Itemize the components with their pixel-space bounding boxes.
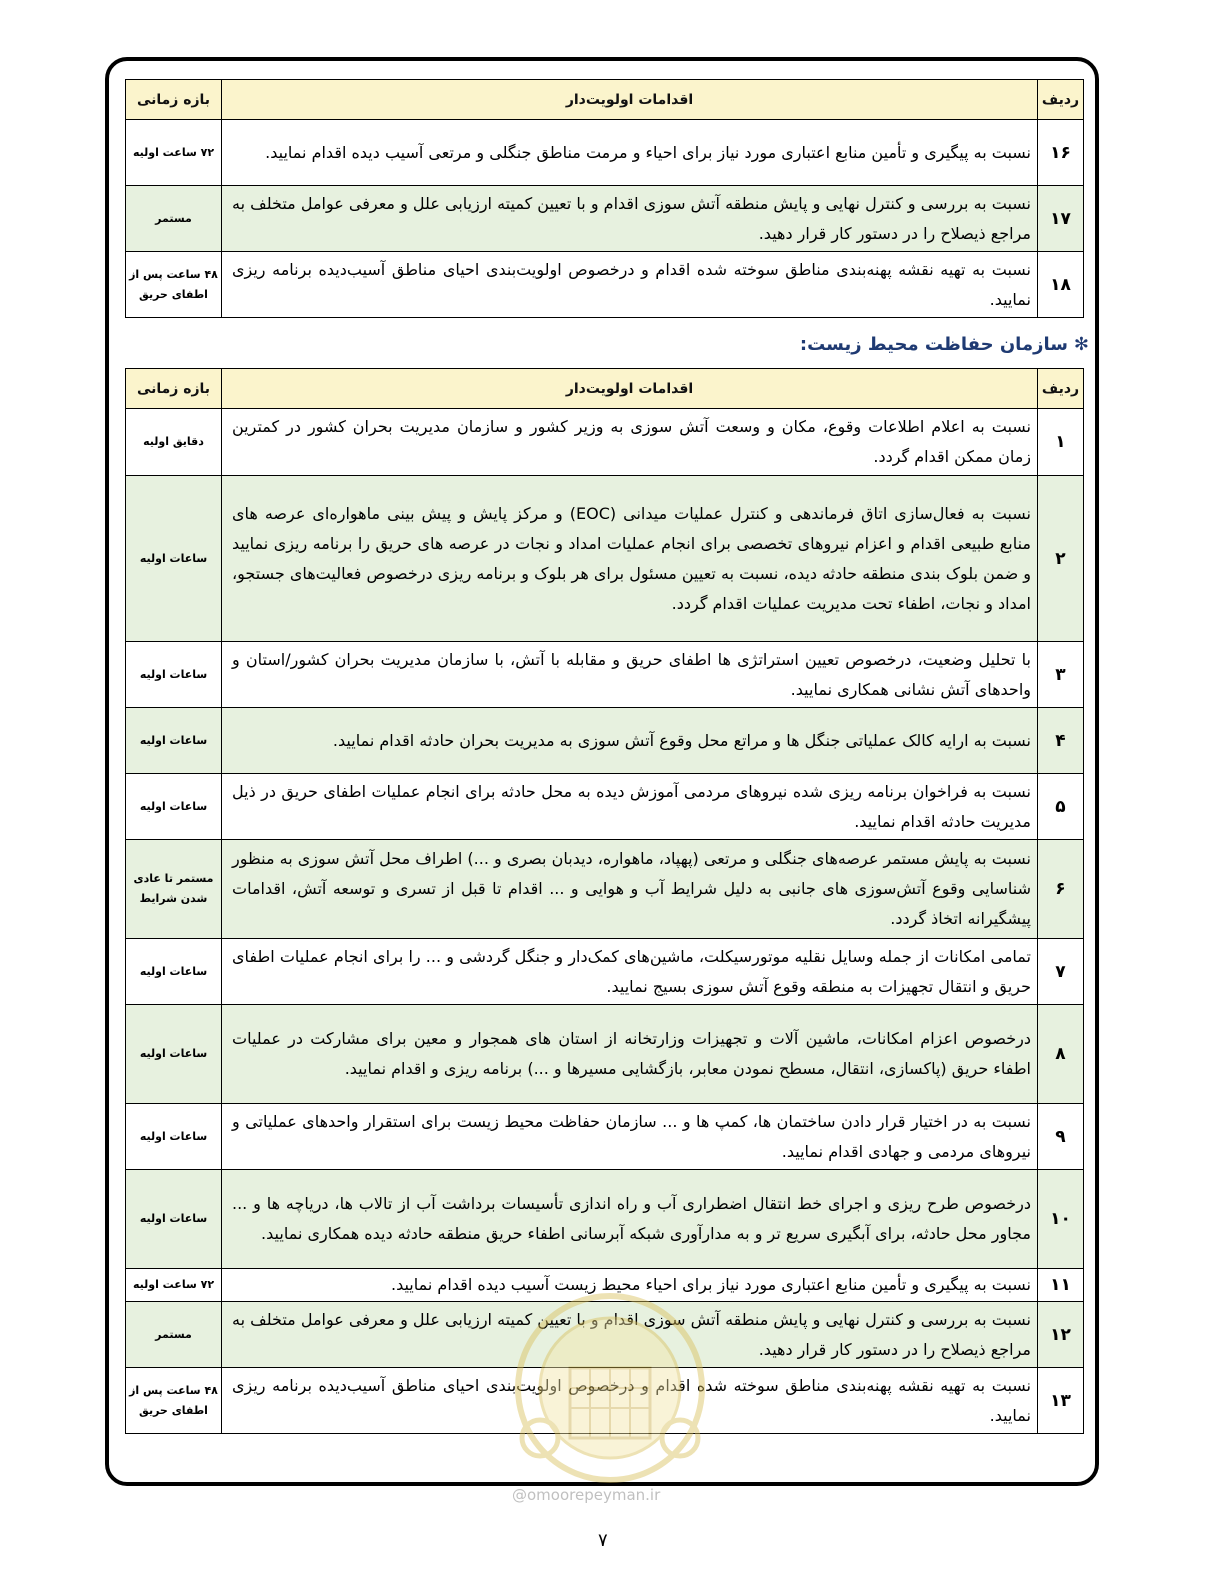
time-period: ساعات اولیه [126, 774, 222, 840]
time-period: مستمر [126, 186, 222, 252]
table-row [126, 1104, 1084, 1170]
header-action: اقدامات اولویت‌دار [222, 369, 1038, 409]
action-text: نسبت به پیگیری و تأمین منابع اعتباری مورد نیاز برای احیاء و مرمت مناطق جنگلی و مرتعی آسیب دیده اقدام نمایید. [222, 120, 1038, 186]
table-row [126, 1005, 1084, 1104]
table-row [126, 840, 1084, 939]
table-row [126, 708, 1084, 774]
section-title: سازمان حفاظت محیط زیست: [799, 334, 1068, 355]
action-text: نسبت به فراخوان برنامه ریزی شده نیروهای مردمی آموزش دیده به محل حادثه برای انجام عملیات اطفای حریق در ذیل مدیریت حادثه اقدام نمایید. [222, 774, 1038, 840]
row-number: ۲ [1038, 476, 1084, 642]
row-number: ۱۱ [1038, 1269, 1084, 1302]
table-row [126, 774, 1084, 840]
time-period: ساعات اولیه [126, 476, 222, 642]
table-row [126, 120, 1084, 186]
table-row [126, 1368, 1084, 1434]
action-text: درخصوص اعزام امکانات، ماشین آلات و تجهیزات وزارتخانه از استان های همجوار و معین برای مشارکت در عملیات اطفاء حریق (پاکسازی، انتقال، مسطح نمودن معابر، بازگشایی مسیرها و ...) برنامه ریزی و اقدام نمایید. [222, 1005, 1038, 1104]
time-period: ۴۸ ساعت پس از اطفای حریق [126, 1368, 222, 1434]
table-header [126, 369, 1084, 409]
action-text: درخصوص طرح ریزی و اجرای خط انتقال اضطراری آب و راه اندازی تأسیسات برداشت آب از تالاب ها، دریاچه ها و ... مجاور محل حادثه، برای آبگیری سریع تر و به مدارآوری شبکه آبرسانی اطفاء حریق منطقه حادثه دیده همکاری نمایید. [222, 1170, 1038, 1269]
header-row: ردیف [1038, 80, 1084, 120]
page-number: ۷ [598, 1530, 608, 1551]
row-number: ۱۳ [1038, 1368, 1084, 1434]
header-period: بازه زمانی [126, 369, 222, 409]
time-period: مستمر تا عادی شدن شرایط [126, 840, 222, 939]
action-text: نسبت به اعلام اطلاعات وقوع، مکان و وسعت آتش سوزی به وزیر کشور و سازمان مدیریت بحران کشور در کمترین زمان ممکن اقدام گردد. [222, 409, 1038, 476]
priority-table-1 [125, 79, 1084, 318]
row-number: ۱۰ [1038, 1170, 1084, 1269]
priority-table-2 [125, 368, 1084, 1434]
row-number: ۷ [1038, 939, 1084, 1005]
row-number: ۱۸ [1038, 252, 1084, 318]
action-text: نسبت به پایش مستمر عرصه‌های جنگلی و مرتعی (پهپاد، ماهواره، دیدبان بصری و ...) اطراف محل آتش سوزی به منظور شناسایی وقوع آتش‌سوزی های جانبی به دلیل شرایط آب و هوایی و ... اقدام تا قبل از تسری و توسعه آتش، اقدامات پیشگیرانه اتخاذ گردد. [222, 840, 1038, 939]
header-action: اقدامات اولویت‌دار [222, 80, 1038, 120]
action-text: تمامی امکانات از جمله وسایل نقلیه موتورسیکلت، ماشین‌های کمک‌دار و جنگل گردشی و ... را برای انجام عملیات اطفای حریق و انتقال تجهیزات به منطقه وقوع آتش سوزی بسیج نمایید. [222, 939, 1038, 1005]
row-number: ۱۶ [1038, 120, 1084, 186]
row-number: ۴ [1038, 708, 1084, 774]
row-number: ۹ [1038, 1104, 1084, 1170]
action-text: نسبت به تهیه نقشه پهنه‌بندی مناطق سوخته شده اقدام و درخصوص اولویت‌بندی احیای مناطق آسیب‌دیده برنامه ریزی نمایید. [222, 252, 1038, 318]
time-period: ساعات اولیه [126, 642, 222, 708]
section-heading [800, 334, 1089, 355]
table-row [126, 186, 1084, 252]
asterisk-icon: ✻ [1073, 334, 1089, 355]
action-text: نسبت به در اختیار قرار دادن ساختمان ها، کمپ ها و ... سازمان حفاظت محیط زیست برای استقرار واحدهای عملیاتی و نیروهای مردمی و جهادی اقدام نمایید. [222, 1104, 1038, 1170]
row-number: ۱۷ [1038, 186, 1084, 252]
row-number: ۳ [1038, 642, 1084, 708]
time-period: ساعات اولیه [126, 708, 222, 774]
action-text: نسبت به تهیه نقشه پهنه‌بندی مناطق سوخته شده اقدام و درخصوص اولویت‌بندی احیای مناطق آسیب‌دیده برنامه ریزی نمایید. [222, 1368, 1038, 1434]
time-period: ۴۸ ساعت پس از اطفای حریق [126, 252, 222, 318]
table-row [126, 1269, 1084, 1302]
table-header [126, 80, 1084, 120]
time-period: ساعات اولیه [126, 1170, 222, 1269]
table-row [126, 1170, 1084, 1269]
row-number: ۱ [1038, 409, 1084, 476]
action-text: نسبت به بررسی و کنترل نهایی و پایش منطقه آتش سوزی اقدام و با تعیین کمیته ارزیابی علل و معرفی عوامل متخلف به مراجع ذیصلاح را در دستور کار قرار دهید. [222, 186, 1038, 252]
action-text: نسبت به بررسی و کنترل نهایی و پایش منطقه آتش سوزی اقدام و با تعیین کمیته ارزیابی علل و معرفی عوامل متخلف به مراجع ذیصلاح را در دستور کار قرار دهید. [222, 1302, 1038, 1368]
table-row [126, 409, 1084, 476]
table-row [126, 642, 1084, 708]
time-period: ساعات اولیه [126, 1104, 222, 1170]
row-number: ۸ [1038, 1005, 1084, 1104]
time-period: ۷۲ ساعت اولیه [126, 1269, 222, 1302]
time-period: مستمر [126, 1302, 222, 1368]
table-row [126, 939, 1084, 1005]
time-period: ساعات اولیه [126, 939, 222, 1005]
table-row [126, 252, 1084, 318]
action-text: با تحلیل وضعیت، درخصوص تعیین استراتژی ها اطفای حریق و مقابله با آتش، با سازمان مدیریت بحران کشور/استان و واحدهای آتش نشانی همکاری نمایید. [222, 642, 1038, 708]
action-text: نسبت به ارایه کالک عملیاتی جنگل ها و مراتع محل وقوع آتش سوزی به مدیریت بحران حادثه اقدام نمایید. [222, 708, 1038, 774]
action-text: نسبت به فعال‌سازی اتاق فرماندهی و کنترل عملیات میدانی (EOC) و مرکز پایش و پیش بینی ماهواره‌ای عرصه های منابع طبیعی اقدام و اعزام نیروهای تخصصی برای انجام عملیات امداد و نجات در عرصه های حریق را برنامه ریزی نمایید و ضمن بلوک بندی منطقه حادثه دیده، نسبت به تعیین مسئول برای هر بلوک و برنامه ریزی درخصوص فعالیت‌های جستجو، امداد و نجات، اطفاء تحت مدیریت عملیات اقدام گردد. [222, 476, 1038, 642]
time-period: ساعات اولیه [126, 1005, 222, 1104]
header-row: ردیف [1038, 369, 1084, 409]
watermark-text: @omoorepeyman.ir [512, 1486, 661, 1504]
time-period: ۷۲ ساعت اولیه [126, 120, 222, 186]
table-row [126, 1302, 1084, 1368]
row-number: ۵ [1038, 774, 1084, 840]
row-number: ۶ [1038, 840, 1084, 939]
table-row [126, 476, 1084, 642]
header-period: بازه زمانی [126, 80, 222, 120]
row-number: ۱۲ [1038, 1302, 1084, 1368]
time-period: دقایق اولیه [126, 409, 222, 476]
action-text: نسبت به پیگیری و تأمین منابع اعتباری مورد نیاز برای احیاء محیط زیست آسیب دیده اقدام نمایید. [222, 1269, 1038, 1302]
